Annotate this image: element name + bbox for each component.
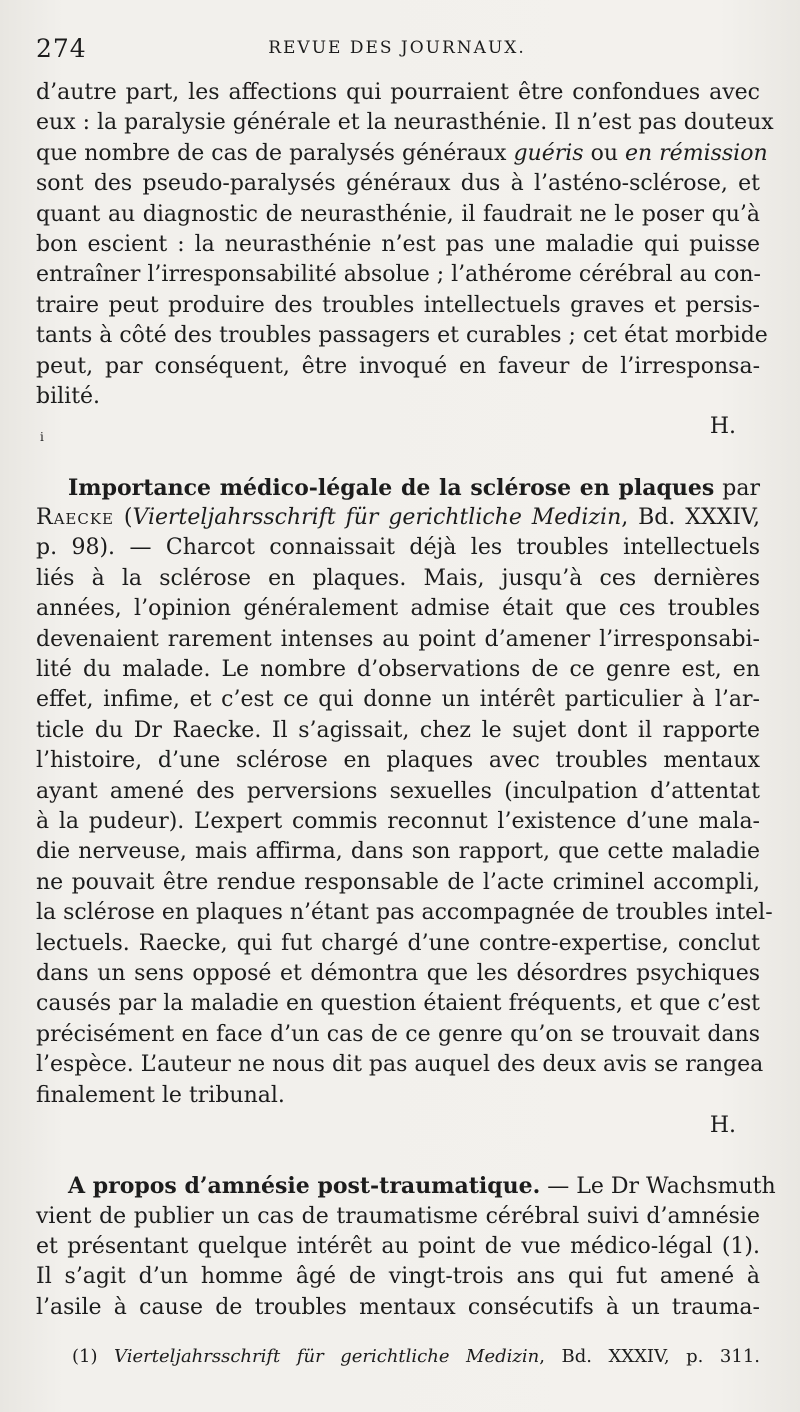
text-line: eux : la paralysie générale et la neurasthénie. Il n’est pas douteux [36, 110, 774, 136]
text-line: dans un sens opposé et démontra que les désordres psychiques [36, 960, 760, 986]
reference-line [36, 503, 760, 533]
text-run: , Bd. XXXIV, p. 311. [539, 1346, 761, 1367]
text-line: ticle du Dr Raecke. Il s’agissait, chez le sujet dont il rapporte [36, 717, 760, 743]
running-title: REVUE DES JOURNAUX. [268, 38, 526, 58]
italic-term: en rémission [624, 140, 768, 166]
italic-term: guéris [513, 140, 584, 166]
article-review [36, 1171, 776, 1323]
text-line: devenaient rarement intenses au point d’amener l’irresponsabi- [36, 626, 760, 652]
text-line: l’histoire, d’une sclérose en plaques avec troubles mentaux [36, 748, 760, 774]
text-line: vient de publier un cas de traumatisme cérébral suivi d’amnésie [36, 1203, 760, 1229]
text-line: l’espèce. L’auteur ne nous dit pas auquel des deux avis se rangea [36, 1052, 764, 1078]
text-run: — Le Dr Wachsmuth [540, 1174, 776, 1200]
text-line: ayant amené des perversions sexuelles (inculpation d’attentat [36, 778, 760, 804]
text-run: que nombre de cas de paralysés généraux [36, 140, 514, 166]
text-line: finalement le tribunal. [36, 1082, 285, 1108]
text-line: entraîner l’irresponsabilité absolue ; l’athérome cérébral au con- [36, 262, 761, 288]
text-line: sont des pseudo-paralysés généraux dus à l’asténo-sclérose, et [36, 171, 760, 197]
author-signature: H. [709, 414, 736, 440]
footnote [72, 1346, 760, 1367]
text-line: lectuels. Raecke, qui fut chargé d’une contre-expertise, conclut [36, 930, 760, 956]
journal-name: Vierteljahrsschrift für gerichtliche Medizin [114, 1346, 540, 1367]
article-title-line [36, 1171, 776, 1201]
spacer [36, 1141, 760, 1171]
journal-name: Vierteljahrsschrift für gerichtliche Medizin [132, 505, 622, 531]
author-signature: H. [709, 1112, 736, 1138]
text-line: à la pudeur). L’expert commis reconnut l’existence d’une mala- [36, 808, 760, 834]
text-line: d’autre part, les affections qui pourraient être confondues avec [36, 80, 760, 105]
text-line: bilité. [36, 383, 101, 409]
text-run: ou [583, 140, 625, 166]
article-title-line [36, 473, 760, 503]
article-review [36, 473, 773, 1142]
text-line: ne pouvait être rendue responsable de l’acte criminel accompli, [36, 869, 760, 895]
text-line [36, 139, 768, 169]
text-line: tants à côté des troubles passagers et curables ; cet état morbide [36, 323, 768, 349]
text-line: quant au diagnostic de neurasthénie, il faudrait ne le poser qu’à [36, 201, 760, 227]
text-line: die nerveuse, mais affirma, dans son rapport, que cette maladie [36, 839, 760, 865]
text-line: Il s’agit d’un homme âgé de vingt-trois ans qui fut amené à [36, 1264, 760, 1290]
footnote-marker: (1) [72, 1346, 115, 1367]
text-run: , Bd. XXXIV, [621, 505, 761, 531]
stray-mark: i [40, 430, 44, 444]
paragraph-continuation [36, 78, 774, 443]
body-text [36, 78, 776, 1323]
text-line: et présentant quelque intérêt au point de vue médico-légal (1). [36, 1234, 760, 1260]
text-line: causés par la maladie en question étaient fréquents, et que c’est [36, 991, 760, 1017]
text-line: bon escient : la neurasthénie n’est pas une maladie qui puisse [36, 231, 760, 257]
text-line: la sclérose en plaques n’étant pas accompagnée de troubles intel- [36, 900, 773, 926]
text-line: années, l’opinion généralement admise était que ces troubles [36, 596, 760, 622]
page-number: 274 [36, 34, 87, 63]
article-title: A propos d’amnésie post-traumatique. [68, 1173, 541, 1200]
article-title: Importance médico-légale de la sclérose en plaques [68, 474, 715, 501]
text-line: traire peut produire des troubles intellectuels graves et persis- [36, 292, 760, 318]
text-line: l’asile à cause de troubles mentaux consécutifs à un trauma- [36, 1294, 760, 1320]
page-header [36, 34, 758, 68]
author-name: Raecke [36, 505, 114, 531]
text-line: précisément en face d’un cas de ce genre qu’on se trouvait dans [36, 1021, 760, 1047]
text-run: par [714, 475, 760, 501]
text-line: p. 98). — Charcot connaissait déjà les troubles intellectuels [36, 535, 760, 561]
text-line: lité du malade. Le nombre d’observations de ce genre est, en [36, 657, 760, 683]
text-line: effet, infime, et c’est ce qui donne un intérêt particulier à l’ar- [36, 687, 760, 713]
text-run: ( [113, 505, 133, 531]
text-line: peut, par conséquent, être invoqué en faveur de l’irresponsa- [36, 353, 760, 379]
text-line: liés à la sclérose en plaques. Mais, jusqu’à ces dernières [36, 565, 760, 591]
spacer [36, 443, 760, 473]
